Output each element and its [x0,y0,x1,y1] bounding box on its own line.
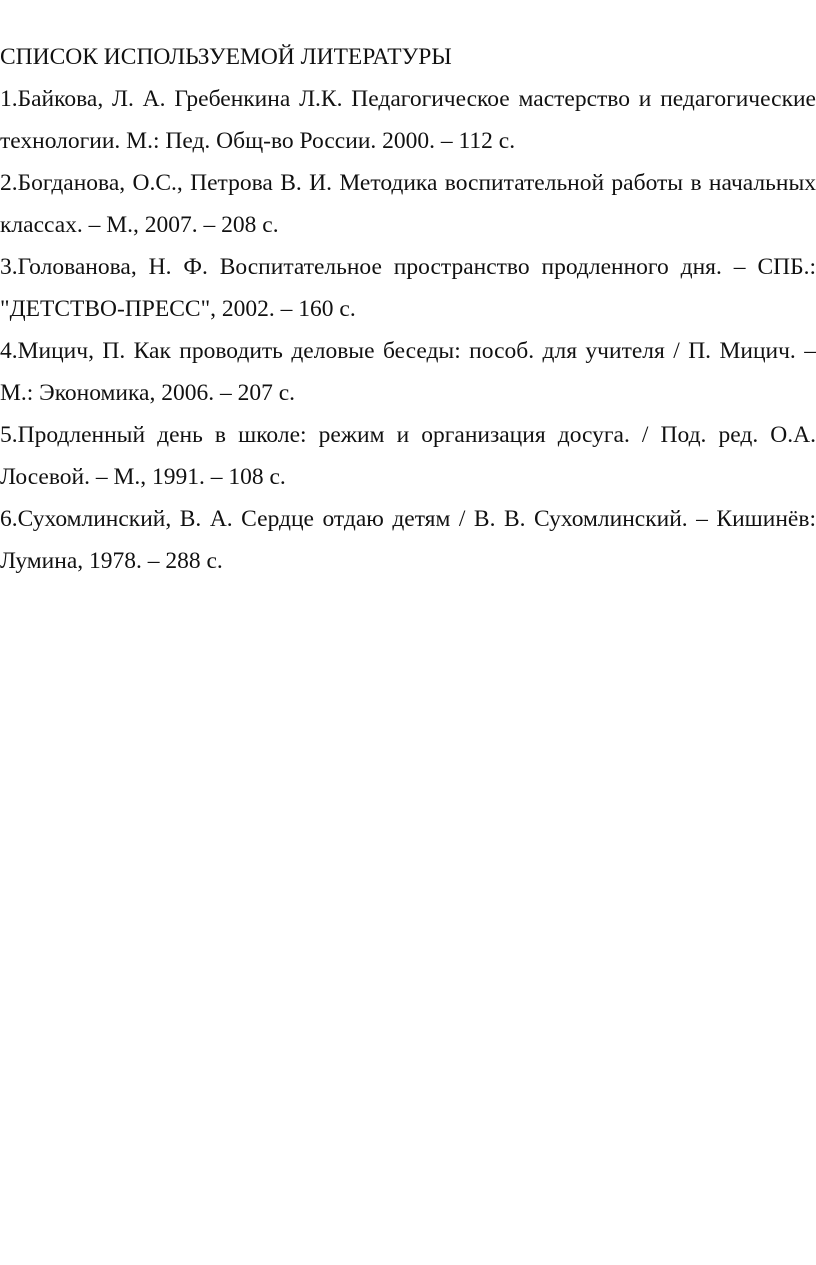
page-title: СПИСОК ИСПОЛЬЗУЕМОЙ ЛИТЕРАТУРЫ [0,44,452,70]
reference-item-6: 6.Сухомлинский, В. А. Сердце отдаю детям / В. В. Сухомлинский. – Кишинёв: Лумина, 1978. – 288 с. [0,506,816,574]
reference-item-5: 5.Продленный день в школе: режим и организация досуга. / Под. ред. О.А. Лосевой. – М., 1991. – 108 с. [0,422,816,490]
reference-list [0,78,816,582]
reference-item-4: 4.Мицич, П. Как проводить деловые беседы: пособ. для учителя / П. Мицич. – М.: Экономика, 2006. – 207 с. [0,338,816,406]
reference-item-3: 3.Голованова, Н. Ф. Воспитательное пространство продленного дня. – СПБ.: "ДЕТСТВО-ПРЕСС", 2002. – 160 с. [0,254,816,322]
reference-item-1: 1.Байкова, Л. А. Гребенкина Л.К. Педагогическое мастерство и педагогические технологии. М.: Пед. Общ-во России. 2000. – 112 с. [0,86,816,154]
document-page [0,36,816,582]
reference-item-2: 2.Богданова, О.С., Петрова В. И. Методика воспитательной работы в начальных классах. – М., 2007. – 208 с. [0,170,816,238]
